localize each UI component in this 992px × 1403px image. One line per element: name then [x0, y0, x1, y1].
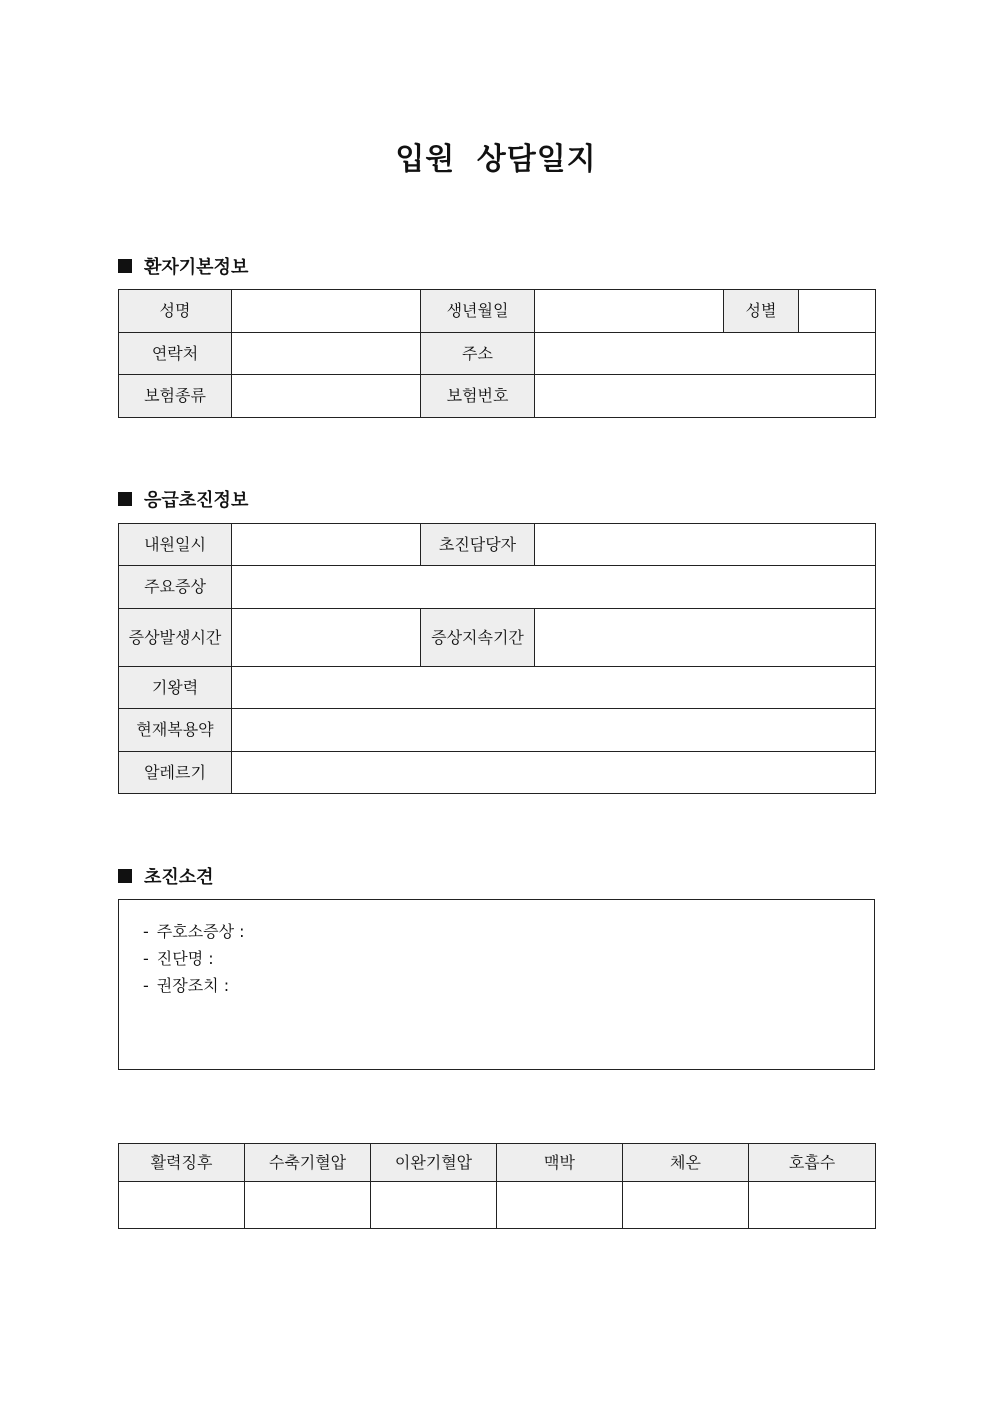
header-pulse: 맥박 — [497, 1144, 623, 1182]
label-history: 기왕력 — [119, 667, 232, 709]
field-medication[interactable] — [232, 709, 876, 752]
field-chief-symptom[interactable] — [232, 566, 876, 609]
label-name: 성명 — [119, 290, 232, 333]
header-temperature: 체온 — [623, 1144, 749, 1182]
findings-item-label: 주호소증상 : — [156, 922, 245, 941]
label-medication: 현재복용약 — [119, 709, 232, 752]
field-diastolic[interactable] — [371, 1182, 497, 1229]
square-bullet-icon — [118, 492, 132, 506]
field-birth[interactable] — [535, 290, 724, 333]
table-header-row — [119, 1144, 876, 1182]
square-bullet-icon — [118, 869, 132, 883]
field-respiration[interactable] — [749, 1182, 876, 1229]
field-allergy[interactable] — [232, 752, 876, 794]
field-systolic[interactable] — [245, 1182, 371, 1229]
field-insurance-no[interactable] — [535, 375, 876, 418]
label-contact: 연락처 — [119, 333, 232, 375]
label-address: 주소 — [421, 333, 535, 375]
label-insurance-no: 보험번호 — [421, 375, 535, 418]
table-row — [119, 375, 876, 418]
label-duration: 증상지속기간 — [421, 609, 535, 667]
header-vitals: 활력징후 — [119, 1144, 245, 1182]
field-duration[interactable] — [535, 609, 876, 667]
list-item: - 주호소증상 : — [143, 922, 245, 941]
page-title: 입원 상담일지 — [395, 142, 597, 177]
section-heading-basic — [118, 253, 248, 279]
label-insurance-type: 보험종류 — [119, 375, 232, 418]
table-row — [119, 333, 876, 375]
table-row — [119, 609, 876, 667]
field-history[interactable] — [232, 667, 876, 709]
table-row — [119, 752, 876, 794]
basic-info-table — [118, 289, 876, 418]
list-item: - 권장조치 : — [143, 976, 230, 995]
label-birth: 생년월일 — [421, 290, 535, 333]
label-gender: 성별 — [724, 290, 799, 333]
section-heading-label: 환자기본정보 — [144, 257, 249, 278]
findings-list — [119, 900, 874, 999]
field-temperature[interactable] — [623, 1182, 749, 1229]
findings-item-label: 권장조치 : — [156, 976, 230, 995]
field-name[interactable] — [232, 290, 421, 333]
header-systolic: 수축기혈압 — [245, 1144, 371, 1182]
table-row — [119, 1182, 876, 1229]
section-heading-findings — [118, 863, 214, 889]
header-respiration: 호흡수 — [749, 1144, 876, 1182]
vitals-table — [118, 1143, 876, 1229]
label-visit-time: 내원일시 — [119, 524, 232, 566]
findings-box[interactable] — [118, 899, 875, 1070]
label-chief-symptom: 주요증상 — [119, 566, 232, 609]
field-gender[interactable] — [799, 290, 876, 333]
section-heading-emergency — [118, 486, 248, 512]
label-allergy: 알레르기 — [119, 752, 232, 794]
table-row — [119, 667, 876, 709]
section-heading-label: 응급초진정보 — [144, 490, 249, 511]
field-onset-time[interactable] — [232, 609, 421, 667]
findings-item-label: 진단명 : — [156, 949, 214, 968]
square-bullet-icon — [118, 259, 132, 273]
table-row — [119, 709, 876, 752]
table-row — [119, 566, 876, 609]
field-contact[interactable] — [232, 333, 421, 375]
table-row — [119, 524, 876, 566]
field-address[interactable] — [535, 333, 876, 375]
label-examiner: 초진담당자 — [421, 524, 535, 566]
field-insurance-type[interactable] — [232, 375, 421, 418]
label-onset-time: 증상발생시간 — [119, 609, 232, 667]
field-vitals[interactable] — [119, 1182, 245, 1229]
field-examiner[interactable] — [535, 524, 876, 566]
header-diastolic: 이완기혈압 — [371, 1144, 497, 1182]
field-visit-time[interactable] — [232, 524, 421, 566]
list-item: - 진단명 : — [143, 949, 214, 968]
field-pulse[interactable] — [497, 1182, 623, 1229]
emergency-info-table — [118, 523, 876, 794]
section-heading-label: 초진소견 — [144, 867, 214, 888]
table-row — [119, 290, 876, 333]
